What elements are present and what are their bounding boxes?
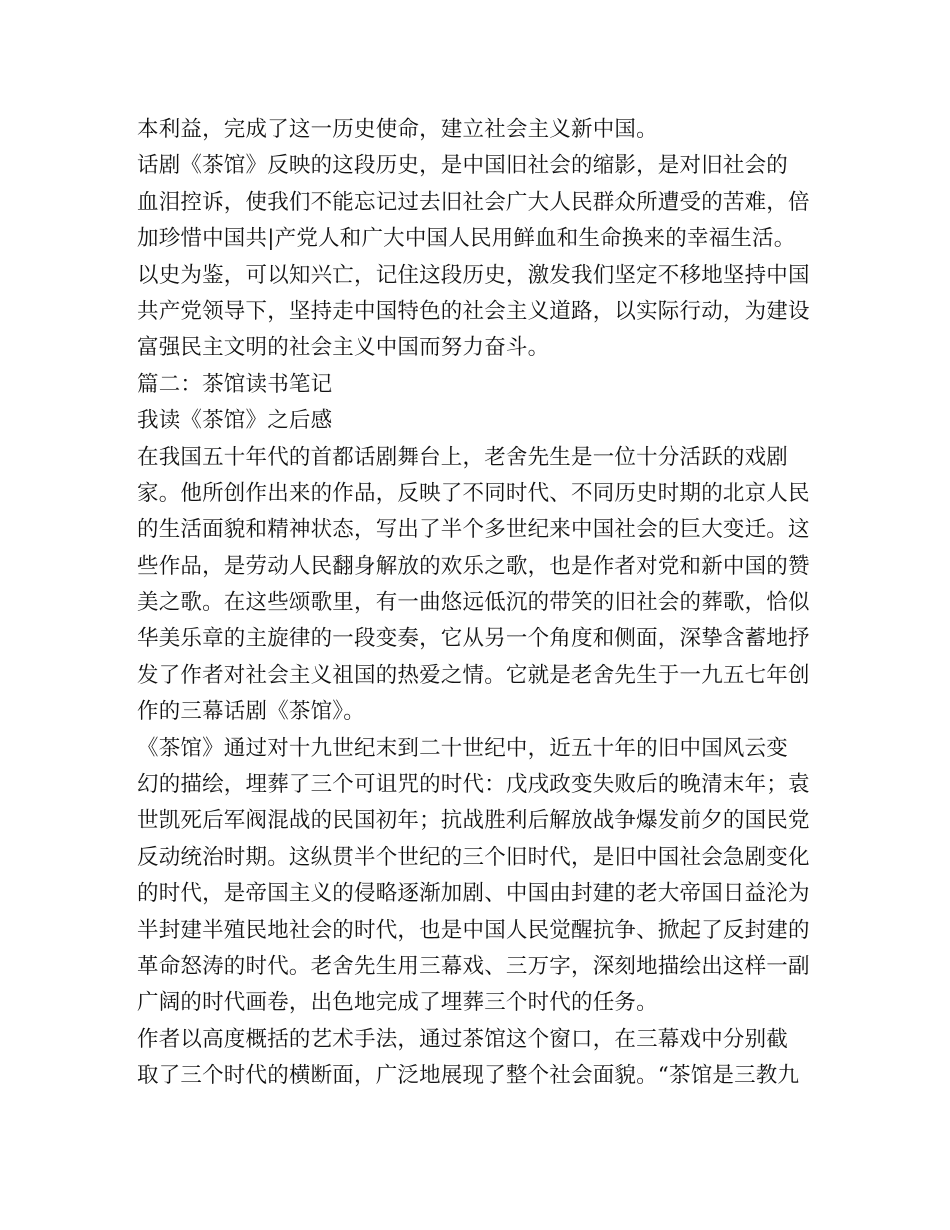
text-line: 在我国五十年代的首都话剧舞台上，老舍先生是一位十分活跃的戏剧	[137, 444, 789, 470]
text-line: 些作品，是劳动人民翻身解放的欢乐之歌，也是作者对党和新中国的赞	[137, 553, 810, 579]
text-line: 的生活面貌和精神状态，写出了半个多世纪来中国社会的巨大变迁。这	[137, 517, 810, 543]
text-line: 反动统治时期。这纵贯半个世纪的三个旧时代，是旧中国社会急剧变化	[137, 844, 810, 870]
text-line: 作者以高度概括的艺术手法，通过茶馆这个窗口，在三幕戏中分别截	[137, 1026, 789, 1052]
section-heading: 篇二：茶馆读书笔记	[137, 371, 333, 397]
text-line: 作的三幕话剧《茶馆》。	[137, 699, 365, 725]
text-line: 以史为鉴，可以知兴亡，记住这段历史，激发我们坚定不移地坚持中国	[137, 262, 810, 288]
text-line: 家。他所创作出来的作品，反映了不同时代、不同历史时期的北京人民	[137, 480, 810, 506]
text-line: 的时代，是帝国主义的侵略逐渐加剧、中国由封建的老大帝国日益沦为	[137, 881, 810, 907]
text-line: 发了作者对社会主义祖国的热爱之情。它就是老舍先生于一九五七年创	[137, 662, 810, 688]
text-line: 广阔的时代画卷，出色地完成了埋葬三个时代的任务。	[137, 990, 658, 1016]
text-line: 共产党领导下，坚持走中国特色的社会主义道路，以实际行动，为建设	[137, 298, 810, 324]
text-line: 富强民主文明的社会主义中国而努力奋斗。	[137, 335, 550, 361]
text-line: 《茶馆》通过对十九世纪末到二十世纪中，近五十年的旧中国风云变	[137, 735, 789, 761]
text-line: 华美乐章的主旋律的一段变奏，它从另一个角度和侧面，深挚含蓄地抒	[137, 626, 810, 652]
text-line: 革命怒涛的时代。老舍先生用三幕戏、三万字，深刻地描绘出这样一副	[137, 953, 810, 979]
text-line: 血泪控诉，使我们不能忘记过去旧社会广大人民群众所遭受的苦难，倍	[137, 189, 810, 215]
text-line: 取了三个时代的横断面，广泛地展现了整个社会面貌。“茶馆是三教九	[137, 1063, 800, 1089]
text-line: 幻的描绘，埋葬了三个可诅咒的时代：戊戌政变失败后的晚清末年；袁	[137, 772, 810, 798]
text-line: 世凯死后军阀混战的民国初年；抗战胜利后解放战争爆发前夕的国民党	[137, 808, 810, 834]
text-line: 半封建半殖民地社会的时代，也是中国人民觉醒抗争、掀起了反封建的	[137, 917, 810, 943]
text-line: 加珍惜中国共|产党人和广大中国人民用鲜血和生命换来的幸福生活。	[137, 226, 796, 252]
text-line: 话剧《茶馆》反映的这段历史，是中国旧社会的缩影，是对旧社会的	[137, 153, 789, 179]
document-body	[137, 112, 817, 1095]
article-title: 我读《茶馆》之后感	[137, 408, 333, 434]
text-line: 美之歌。在这些颂歌里，有一曲悠远低沉的带笑的旧社会的葬歌，恰似	[137, 590, 810, 616]
text-line: 本利益，完成了这一历史使命，建立社会主义新中国。	[137, 117, 658, 142]
